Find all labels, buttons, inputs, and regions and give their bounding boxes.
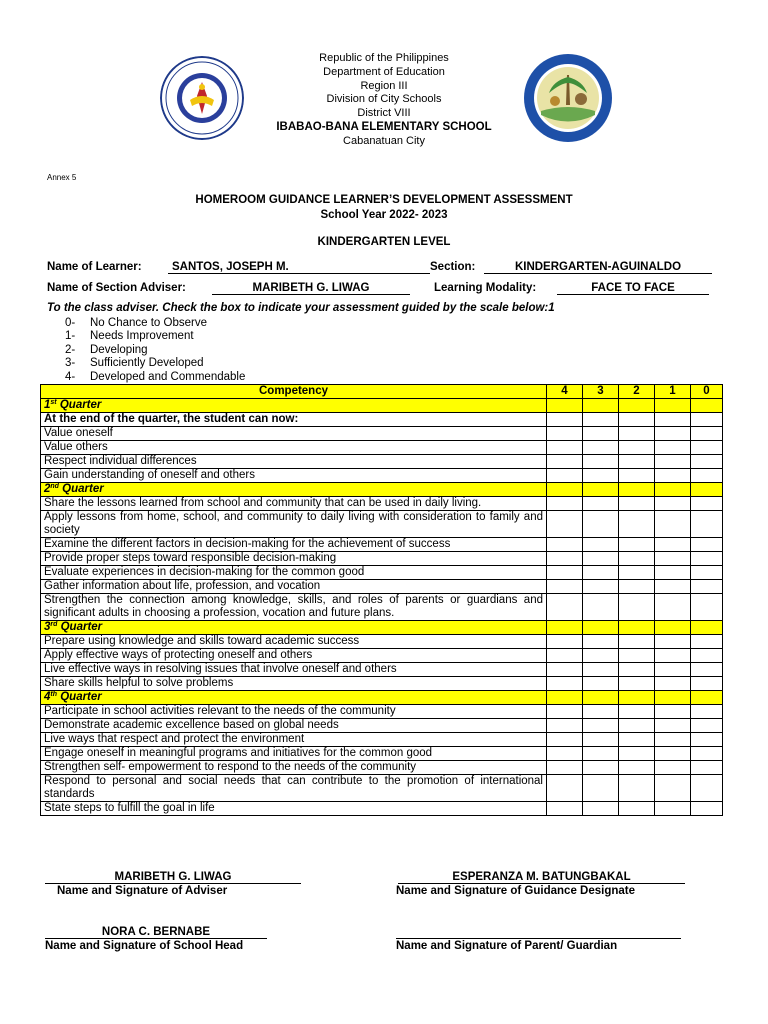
- table-row: [41, 566, 723, 580]
- rating-checkbox-cell[interactable]: [583, 747, 619, 761]
- rating-checkbox-cell[interactable]: [547, 566, 583, 580]
- document-title: HOMEROOM GUIDANCE LEARNER’S DEVELOPMENT ASSESSMENT: [195, 194, 573, 206]
- rating-checkbox-cell[interactable]: [547, 497, 583, 511]
- table-row: [41, 719, 723, 733]
- scale-item: 1- Needs Improvement: [65, 330, 194, 342]
- rating-checkbox-cell[interactable]: [547, 427, 583, 441]
- header-line: Division of City Schools: [326, 93, 442, 106]
- school-seal: [523, 53, 613, 143]
- rating-checkbox-cell[interactable]: [691, 580, 723, 594]
- competency-cell: Gain understanding of oneself and others: [41, 469, 547, 483]
- rating-checkbox-cell[interactable]: [583, 413, 619, 427]
- school-header: [234, 52, 534, 149]
- table-row: [41, 775, 723, 802]
- quarter-label: 2nd Quarter: [41, 483, 547, 497]
- table-row: [41, 594, 723, 621]
- competency-cell: Engage oneself in meaningful programs and initiatives for the common good: [41, 747, 547, 761]
- rating-checkbox-cell[interactable]: [691, 552, 723, 566]
- adviser-signature-line[interactable]: MARIBETH G. LIWAG: [45, 871, 301, 884]
- rating-checkbox-cell[interactable]: [691, 469, 723, 483]
- school-head-signature-label: Name and Signature of School Head: [45, 940, 244, 952]
- competency-cell: Strengthen self- empowerment to respond to the needs of the community: [41, 761, 547, 775]
- competency-cell: Strengthen the connection among knowledge, skills, and roles of parents or guardians and significant adults in choosing a profession, vocation and future plans.: [41, 594, 547, 621]
- table-row: [41, 635, 723, 649]
- scale-item: 0- No Chance to Observe: [65, 317, 207, 329]
- school-head-signature-line[interactable]: NORA C. BERNABE: [45, 926, 267, 939]
- rating-checkbox-cell[interactable]: [691, 775, 723, 802]
- quarter-cell: [691, 691, 723, 705]
- rating-checkbox-cell[interactable]: [655, 677, 691, 691]
- modality-field[interactable]: FACE TO FACE: [557, 282, 709, 295]
- rating-checkbox-cell[interactable]: [547, 705, 583, 719]
- rating-checkbox-cell[interactable]: [583, 649, 619, 663]
- rating-checkbox-cell[interactable]: [619, 802, 655, 816]
- adviser-signature-label: Name and Signature of Adviser: [57, 885, 228, 897]
- competency-cell: Value others: [41, 441, 547, 455]
- rating-checkbox-cell[interactable]: [619, 677, 655, 691]
- rating-checkbox-cell[interactable]: [619, 511, 655, 538]
- deped-seal: [160, 56, 244, 140]
- rating-checkbox-cell[interactable]: [619, 538, 655, 552]
- rating-checkbox-cell[interactable]: [691, 733, 723, 747]
- header-line: Region III: [360, 79, 408, 92]
- rating-checkbox-cell[interactable]: [655, 427, 691, 441]
- rating-checkbox-cell[interactable]: [619, 705, 655, 719]
- rating-checkbox-cell[interactable]: [619, 649, 655, 663]
- rating-checkbox-cell[interactable]: [691, 649, 723, 663]
- rating-checkbox-cell[interactable]: [655, 455, 691, 469]
- rating-checkbox-cell[interactable]: [691, 455, 723, 469]
- column-header: 3: [583, 385, 619, 399]
- competency-cell: Prepare using knowledge and skills toward academic success: [41, 635, 547, 649]
- rating-checkbox-cell[interactable]: [655, 413, 691, 427]
- rating-checkbox-cell[interactable]: [619, 761, 655, 775]
- quarter-cell: [691, 483, 723, 497]
- quarter-cell: [619, 399, 655, 413]
- rating-checkbox-cell[interactable]: [655, 761, 691, 775]
- school-name: IBABAO-BANA ELEMENTARY SCHOOL: [276, 120, 492, 133]
- quarter-label: 1st Quarter: [41, 399, 547, 413]
- quarter-cell: [583, 399, 619, 413]
- rating-checkbox-cell[interactable]: [583, 635, 619, 649]
- quarter-cell: [655, 483, 691, 497]
- quarter-cell: [655, 691, 691, 705]
- learner-field[interactable]: SANTOS, JOSEPH M.: [168, 261, 430, 274]
- competency-cell: Provide proper steps toward responsible decision-making: [41, 552, 547, 566]
- rating-checkbox-cell[interactable]: [583, 552, 619, 566]
- quarter-label: 3rd Quarter: [41, 621, 547, 635]
- rating-checkbox-cell[interactable]: [547, 719, 583, 733]
- table-row: [41, 663, 723, 677]
- competency-cell: Demonstrate academic excellence based on global needs: [41, 719, 547, 733]
- rating-checkbox-cell[interactable]: [691, 719, 723, 733]
- rating-checkbox-cell[interactable]: [619, 775, 655, 802]
- rating-checkbox-cell[interactable]: [691, 511, 723, 538]
- rating-checkbox-cell[interactable]: [547, 802, 583, 816]
- table-row: [41, 733, 723, 747]
- rating-checkbox-cell[interactable]: [691, 566, 723, 580]
- table-row: [41, 580, 723, 594]
- rating-checkbox-cell[interactable]: [547, 511, 583, 538]
- table-row: [41, 441, 723, 455]
- rating-checkbox-cell[interactable]: [547, 580, 583, 594]
- rating-checkbox-cell[interactable]: [655, 538, 691, 552]
- competency-cell: Value oneself: [41, 427, 547, 441]
- quarter-cell: [691, 399, 723, 413]
- quarter-cell: [619, 483, 655, 497]
- rating-checkbox-cell[interactable]: [655, 552, 691, 566]
- table-row: [41, 497, 723, 511]
- competency-cell: Live effective ways in resolving issues that involve oneself and others: [41, 663, 547, 677]
- rating-checkbox-cell[interactable]: [619, 566, 655, 580]
- competency-cell: Share skills helpful to solve problems: [41, 677, 547, 691]
- competency-cell: Participate in school activities relevant to the needs of the community: [41, 705, 547, 719]
- rating-checkbox-cell[interactable]: [655, 705, 691, 719]
- scale-item: 3- Sufficiently Developed: [65, 357, 204, 369]
- rating-checkbox-cell[interactable]: [691, 413, 723, 427]
- quarter-cell: [547, 483, 583, 497]
- learner-label: Name of Learner:: [47, 261, 142, 273]
- rating-checkbox-cell[interactable]: [547, 538, 583, 552]
- rating-checkbox-cell[interactable]: [547, 733, 583, 747]
- annex-label: Annex 5: [47, 173, 77, 182]
- rating-checkbox-cell[interactable]: [691, 677, 723, 691]
- rating-checkbox-cell[interactable]: [547, 413, 583, 427]
- quarter-cell: [691, 621, 723, 635]
- table-row: [41, 761, 723, 775]
- rating-checkbox-cell[interactable]: [691, 594, 723, 621]
- rating-checkbox-cell[interactable]: [619, 552, 655, 566]
- rating-checkbox-cell[interactable]: [583, 802, 619, 816]
- rating-checkbox-cell[interactable]: [547, 775, 583, 802]
- rating-checkbox-cell[interactable]: [655, 594, 691, 621]
- rating-checkbox-cell[interactable]: [583, 677, 619, 691]
- rating-checkbox-cell[interactable]: [655, 719, 691, 733]
- rating-checkbox-cell[interactable]: [691, 538, 723, 552]
- competency-cell: Respect individual differences: [41, 455, 547, 469]
- modality-label: Learning Modality:: [434, 282, 537, 294]
- competency-cell: Evaluate experiences in decision-making for the common good: [41, 566, 547, 580]
- table-row: [41, 455, 723, 469]
- header-line: Department of Education: [323, 65, 445, 78]
- rating-checkbox-cell[interactable]: [655, 802, 691, 816]
- competency-cell: State steps to fulfill the goal in life: [41, 802, 547, 816]
- table-row: [41, 538, 723, 552]
- rating-checkbox-cell[interactable]: [583, 441, 619, 455]
- rating-checkbox-cell[interactable]: [547, 469, 583, 483]
- column-header: Competency: [41, 385, 547, 399]
- rating-checkbox-cell[interactable]: [655, 497, 691, 511]
- quarter-cell: [655, 399, 691, 413]
- quarter-cell: [547, 621, 583, 635]
- column-header: 1: [655, 385, 691, 399]
- rating-checkbox-cell[interactable]: [547, 677, 583, 691]
- column-header: 2: [619, 385, 655, 399]
- quarter-cell: [619, 621, 655, 635]
- rating-checkbox-cell[interactable]: [547, 594, 583, 621]
- rating-checkbox-cell[interactable]: [655, 511, 691, 538]
- quarter-row: [41, 399, 723, 413]
- rating-checkbox-cell[interactable]: [655, 775, 691, 802]
- rating-checkbox-cell[interactable]: [583, 761, 619, 775]
- rating-checkbox-cell[interactable]: [619, 747, 655, 761]
- rating-checkbox-cell[interactable]: [583, 566, 619, 580]
- column-header: 4: [547, 385, 583, 399]
- section-field[interactable]: KINDERGARTEN-AGUINALDO: [484, 261, 712, 274]
- rating-checkbox-cell[interactable]: [655, 469, 691, 483]
- rating-checkbox-cell[interactable]: [655, 566, 691, 580]
- section-label: Section:: [430, 261, 476, 273]
- rating-checkbox-cell[interactable]: [691, 441, 723, 455]
- school-year: School Year 2022- 2023: [320, 209, 448, 221]
- rating-checkbox-cell[interactable]: [655, 747, 691, 761]
- quarter-row: [41, 691, 723, 705]
- quarter-label: 4th Quarter: [41, 691, 547, 705]
- rating-checkbox-cell[interactable]: [619, 469, 655, 483]
- level-title: KINDERGARTEN LEVEL: [317, 236, 451, 248]
- rating-checkbox-cell[interactable]: [691, 635, 723, 649]
- rating-checkbox-cell[interactable]: [583, 719, 619, 733]
- rating-checkbox-cell[interactable]: [655, 663, 691, 677]
- assessment-table: [40, 384, 723, 816]
- rating-checkbox-cell[interactable]: [547, 441, 583, 455]
- table-row: [41, 552, 723, 566]
- rating-checkbox-cell[interactable]: [619, 413, 655, 427]
- table-row: [41, 511, 723, 538]
- rating-checkbox-cell[interactable]: [619, 719, 655, 733]
- rating-checkbox-cell[interactable]: [691, 705, 723, 719]
- table-row: [41, 677, 723, 691]
- table-row: [41, 413, 723, 427]
- quarter-cell: [547, 691, 583, 705]
- rating-checkbox-cell[interactable]: [583, 455, 619, 469]
- rating-checkbox-cell[interactable]: [691, 497, 723, 511]
- table-row: [41, 469, 723, 483]
- rating-checkbox-cell[interactable]: [655, 441, 691, 455]
- rating-checkbox-cell[interactable]: [547, 747, 583, 761]
- rating-checkbox-cell[interactable]: [583, 663, 619, 677]
- instruction-text: To the class adviser. Check the box to indicate your assessment guided by the scale below:1: [47, 302, 555, 314]
- rating-checkbox-cell[interactable]: [583, 775, 619, 802]
- rating-checkbox-cell[interactable]: [619, 441, 655, 455]
- rating-checkbox-cell[interactable]: [583, 538, 619, 552]
- rating-checkbox-cell[interactable]: [547, 635, 583, 649]
- scale-item: 2- Developing: [65, 344, 148, 356]
- quarter-cell: [583, 621, 619, 635]
- rating-checkbox-cell[interactable]: [691, 663, 723, 677]
- rating-checkbox-cell[interactable]: [547, 552, 583, 566]
- table-row: [41, 705, 723, 719]
- rating-checkbox-cell[interactable]: [547, 761, 583, 775]
- header-line: Republic of the Philippines: [319, 52, 449, 64]
- rating-checkbox-cell[interactable]: [691, 747, 723, 761]
- rating-checkbox-cell[interactable]: [619, 497, 655, 511]
- rating-checkbox-cell[interactable]: [691, 802, 723, 816]
- rating-checkbox-cell[interactable]: [583, 594, 619, 621]
- rating-checkbox-cell[interactable]: [583, 511, 619, 538]
- rating-checkbox-cell[interactable]: [655, 733, 691, 747]
- guidance-signature-line[interactable]: ESPERANZA M. BATUNGBAKAL: [398, 871, 685, 884]
- competency-cell: Share the lessons learned from school and community that can be used in daily living.: [41, 497, 547, 511]
- guidance-signature-label: Name and Signature of Guidance Designate: [396, 885, 635, 897]
- rating-checkbox-cell[interactable]: [619, 635, 655, 649]
- quarter-cell: [655, 621, 691, 635]
- rating-checkbox-cell[interactable]: [619, 455, 655, 469]
- rating-checkbox-cell[interactable]: [655, 635, 691, 649]
- rating-checkbox-cell[interactable]: [547, 663, 583, 677]
- rating-checkbox-cell[interactable]: [547, 455, 583, 469]
- table-header-row: [41, 385, 723, 399]
- rating-checkbox-cell[interactable]: [691, 761, 723, 775]
- parent-signature-label: Name and Signature of Parent/ Guardian: [396, 940, 618, 952]
- table-row: [41, 802, 723, 816]
- scale-item: 4- Developed and Commendable: [65, 371, 246, 383]
- competency-cell: Live ways that respect and protect the environment: [41, 733, 547, 747]
- quarter-row: [41, 621, 723, 635]
- rating-checkbox-cell[interactable]: [619, 427, 655, 441]
- rating-checkbox-cell[interactable]: [583, 497, 619, 511]
- quarter-cell: [619, 691, 655, 705]
- rating-checkbox-cell[interactable]: [619, 733, 655, 747]
- quarter-row: [41, 483, 723, 497]
- school-city: Cabanatuan City: [343, 134, 425, 147]
- rating-checkbox-cell[interactable]: [583, 705, 619, 719]
- column-header: 0: [691, 385, 723, 399]
- rating-checkbox-cell[interactable]: [619, 580, 655, 594]
- parent-signature-line[interactable]: [396, 926, 681, 939]
- competency-cell: Respond to personal and social needs that can contribute to the promotion of international standards: [41, 775, 547, 802]
- competency-cell: At the end of the quarter, the student can now:: [41, 413, 547, 427]
- table-row: [41, 747, 723, 761]
- rating-checkbox-cell[interactable]: [583, 580, 619, 594]
- rating-checkbox-cell[interactable]: [691, 427, 723, 441]
- rating-checkbox-cell[interactable]: [655, 649, 691, 663]
- rating-checkbox-cell[interactable]: [619, 594, 655, 621]
- adviser-label: Name of Section Adviser:: [47, 282, 186, 294]
- rating-checkbox-cell[interactable]: [619, 663, 655, 677]
- competency-cell: Apply effective ways of protecting oneself and others: [41, 649, 547, 663]
- table-row: [41, 427, 723, 441]
- quarter-cell: [583, 483, 619, 497]
- quarter-cell: [547, 399, 583, 413]
- header-line: District VIII: [357, 107, 411, 120]
- quarter-cell: [583, 691, 619, 705]
- competency-cell: Examine the different factors in decision-making for the achievement of success: [41, 538, 547, 552]
- rating-checkbox-cell[interactable]: [655, 580, 691, 594]
- rating-checkbox-cell[interactable]: [583, 427, 619, 441]
- adviser-field[interactable]: MARIBETH G. LIWAG: [212, 282, 410, 295]
- rating-checkbox-cell[interactable]: [547, 649, 583, 663]
- competency-cell: Apply lessons from home, school, and community to daily living with consideration to family and society: [41, 511, 547, 538]
- competency-cell: Gather information about life, profession, and vocation: [41, 580, 547, 594]
- table-row: [41, 649, 723, 663]
- rating-checkbox-cell[interactable]: [583, 469, 619, 483]
- rating-checkbox-cell[interactable]: [583, 733, 619, 747]
